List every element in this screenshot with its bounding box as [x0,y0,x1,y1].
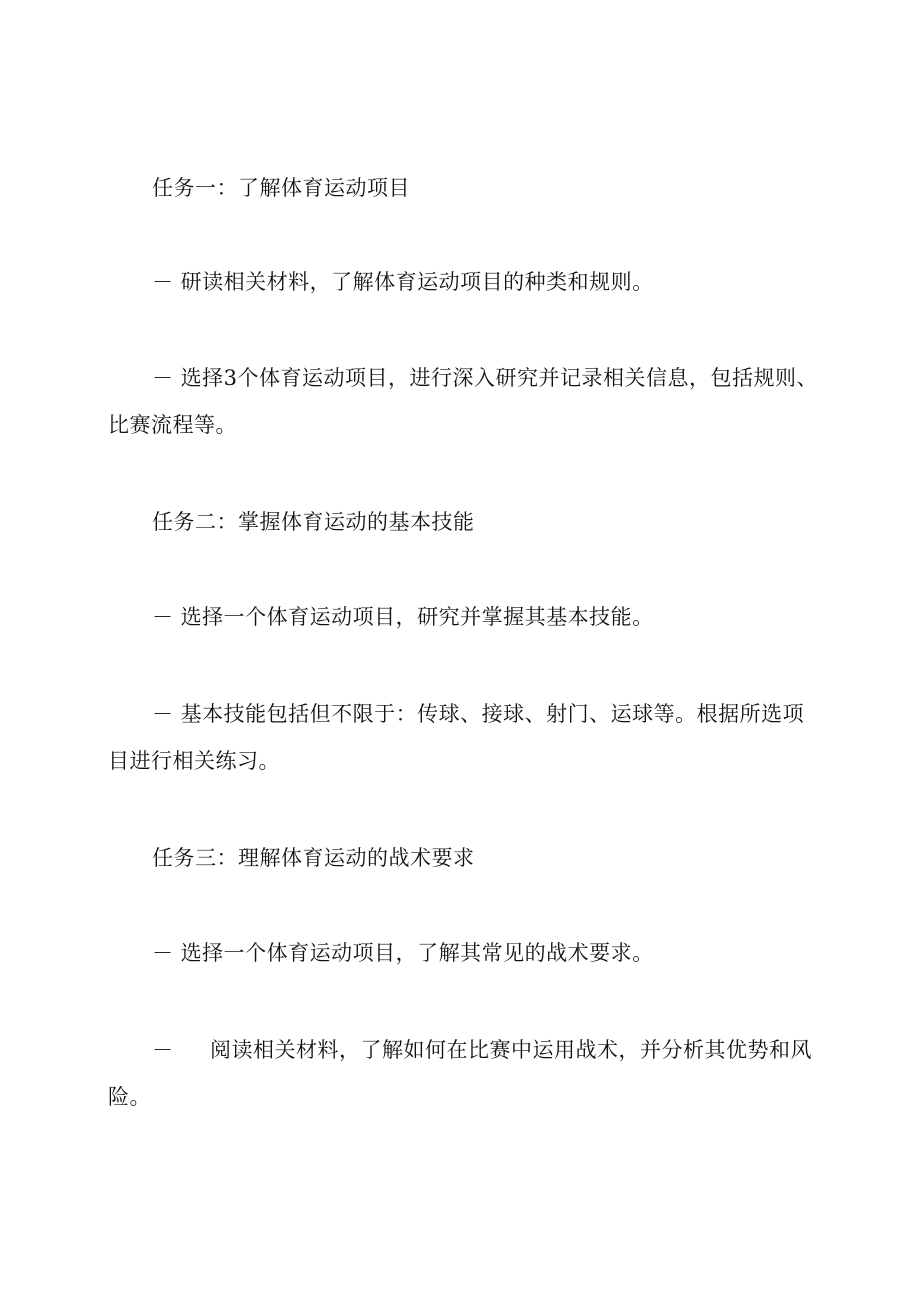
task-3-item-1: － 选择一个体育运动项目，了解其常见的战术要求。 [152,941,654,965]
task-1-item-2-line-1: － 选择3个体育运动项目，进行深入研究并记录相关信息，包括规则、 [152,366,819,390]
task-1-item-1: － 研读相关材料，了解体育运动项目的种类和规则。 [152,270,654,294]
task-1-item-2-line-2: 比赛流程等。 [108,413,237,437]
task-2-item-1: － 选择一个体育运动项目，研究并掌握其基本技能。 [152,605,654,629]
bullet-dash: － [152,1038,174,1062]
task-3-item-2-text: 阅读相关材料，了解如何在比赛中运用战术，并分析其优势和风 [210,1038,812,1062]
task-3-item-2-line-1 [152,1038,812,1062]
task-2-item-2-line-1: － 基本技能包括但不限于：传球、接球、射门、运球等。根据所选项 [152,702,805,726]
task-2-heading: 任务二：掌握体育运动的基本技能 [152,510,475,534]
task-2-item-2-line-2: 目进行相关练习。 [108,749,280,773]
task-3-heading: 任务三：理解体育运动的战术要求 [152,846,475,870]
task-1-heading: 任务一：了解体育运动项目 [152,176,410,200]
task-3-item-2-line-2: 险。 [108,1085,151,1109]
